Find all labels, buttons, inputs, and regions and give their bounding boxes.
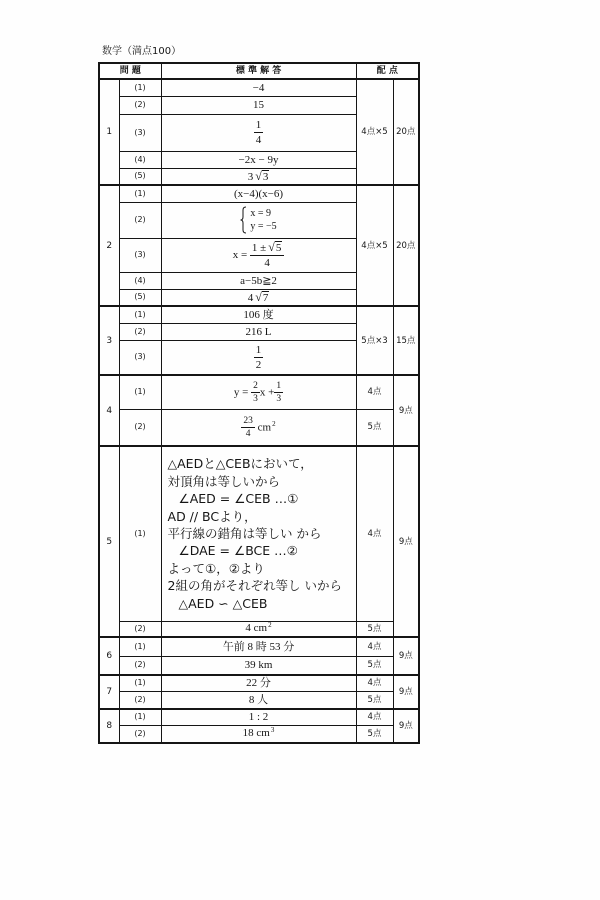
table-row bbox=[99, 637, 419, 656]
equation-line: y = −5 bbox=[250, 221, 277, 232]
proof-line: ∠DAE = ∠BCE …② bbox=[178, 543, 298, 559]
answer-cell: −2x − 9y bbox=[161, 151, 356, 168]
equation-lhs: y = bbox=[233, 386, 249, 399]
sub-number: (5) bbox=[119, 168, 161, 185]
table-row bbox=[99, 185, 419, 202]
denominator: 4 bbox=[264, 257, 270, 269]
radicand: 3 bbox=[262, 170, 269, 183]
proof-line: 2組の角がそれぞれ等し いから bbox=[167, 578, 342, 594]
answer-cell: 1 : 2 bbox=[161, 709, 356, 725]
numerator-prefix: 1 ± bbox=[251, 242, 267, 254]
table-row bbox=[99, 306, 419, 323]
fraction bbox=[241, 416, 255, 439]
sub-number: (1) bbox=[119, 375, 161, 409]
sub-number: (2) bbox=[119, 202, 161, 238]
points-cell: 4点 bbox=[356, 675, 393, 691]
answer-cell: 8 人 bbox=[161, 691, 356, 709]
numerator: 2 bbox=[253, 380, 258, 391]
proof-line: 対頂角は等しいから bbox=[167, 473, 281, 489]
points-each: 4点×5 bbox=[356, 79, 393, 185]
sub-number: (1) bbox=[119, 675, 161, 691]
sub-number: (1) bbox=[119, 185, 161, 202]
points-cell: 4点 bbox=[356, 637, 393, 656]
sub-number: (2) bbox=[119, 409, 161, 446]
answer-cell: a−5b≧2 bbox=[161, 272, 356, 289]
points-each: 5点×3 bbox=[356, 306, 393, 375]
equation-line: x = 9 bbox=[250, 208, 272, 219]
sub-number: (1) bbox=[119, 306, 161, 323]
sub-number: (3) bbox=[119, 114, 161, 151]
answer-key-table bbox=[98, 62, 420, 744]
answer-cell: 39 km bbox=[161, 656, 356, 675]
total-points: 20点 bbox=[393, 185, 419, 306]
sub-number: (3) bbox=[119, 238, 161, 272]
sub-number: (1) bbox=[119, 79, 161, 96]
answer-cell: 216 L bbox=[161, 323, 356, 340]
header-answer: 標 準 解 答 bbox=[161, 63, 356, 79]
sub-number: (1) bbox=[119, 446, 161, 621]
root-sign: √ bbox=[255, 168, 262, 183]
sub-number: (4) bbox=[119, 151, 161, 168]
problem-number: 2 bbox=[99, 185, 119, 306]
denominator: 3 bbox=[253, 393, 258, 404]
answer-cell bbox=[161, 621, 356, 637]
table-row bbox=[99, 709, 419, 725]
points-cell: 5点 bbox=[356, 409, 393, 446]
numerator: 23 bbox=[243, 415, 253, 426]
table-row bbox=[99, 79, 419, 96]
equation-term: x + bbox=[259, 386, 275, 399]
total-points: 15点 bbox=[393, 306, 419, 375]
table-row bbox=[99, 725, 419, 743]
numerator: 1 bbox=[255, 343, 262, 356]
denominator: 4 bbox=[255, 134, 262, 146]
equation-lhs: x = bbox=[232, 249, 248, 261]
denominator: 2 bbox=[255, 358, 262, 371]
points-cell: 5点 bbox=[356, 656, 393, 675]
sub-number: (4) bbox=[119, 272, 161, 289]
exponent: 2 bbox=[272, 419, 276, 428]
root-sign: √ bbox=[268, 240, 275, 254]
answer-cell: 22 分 bbox=[161, 675, 356, 691]
problem-number: 3 bbox=[99, 306, 119, 375]
root-sign: √ bbox=[255, 289, 262, 304]
total-points: 9点 bbox=[393, 375, 419, 446]
table-row bbox=[99, 656, 419, 675]
problem-number: 8 bbox=[99, 709, 119, 743]
exponent: 2 bbox=[268, 621, 272, 630]
fraction bbox=[251, 381, 260, 404]
answer-cell bbox=[161, 289, 356, 306]
points-cell: 5点 bbox=[356, 691, 393, 709]
points-cell: 4点 bbox=[356, 709, 393, 725]
answer-cell bbox=[161, 238, 356, 272]
fraction bbox=[254, 344, 264, 371]
denominator: 4 bbox=[245, 428, 251, 439]
sub-number: (2) bbox=[119, 323, 161, 340]
numerator: 1 bbox=[276, 380, 282, 391]
total-points: 9点 bbox=[393, 709, 419, 743]
sub-number: (1) bbox=[119, 709, 161, 725]
radicand: 7 bbox=[262, 291, 269, 304]
proof-line: 平行線の錯角は等しい から bbox=[167, 526, 322, 542]
answer-cell bbox=[161, 340, 356, 375]
problem-number: 4 bbox=[99, 375, 119, 446]
answer-cell bbox=[161, 375, 356, 409]
unit: cm bbox=[257, 421, 272, 434]
header-row bbox=[99, 63, 419, 79]
radicand: 5 bbox=[275, 242, 282, 254]
answer-cell: 106 度 bbox=[161, 306, 356, 323]
page-title: 数学（満点100） bbox=[102, 46, 182, 57]
total-points: 20点 bbox=[393, 79, 419, 185]
proof-answer bbox=[161, 446, 356, 621]
problem-number: 6 bbox=[99, 637, 119, 675]
proof-line: △AEDと△CEBにおいて， bbox=[167, 456, 313, 472]
problem-number: 7 bbox=[99, 675, 119, 709]
proof-line: よって①，②より bbox=[167, 560, 265, 576]
answer-cell: 15 bbox=[161, 96, 356, 114]
total-points: 9点 bbox=[393, 637, 419, 675]
sub-number: (2) bbox=[119, 621, 161, 637]
fraction bbox=[274, 381, 283, 404]
table-row bbox=[99, 375, 419, 409]
denominator: 3 bbox=[276, 393, 282, 404]
coefficient: 4 bbox=[247, 291, 254, 304]
numerator: 1 bbox=[255, 119, 262, 131]
answer-value: 4 cm bbox=[245, 622, 268, 635]
fraction bbox=[250, 241, 284, 269]
points-cell: 5点 bbox=[356, 621, 393, 637]
coefficient: 3 bbox=[247, 170, 254, 183]
points-cell: 4点 bbox=[356, 446, 393, 621]
table-row bbox=[99, 675, 419, 691]
total-points: 9点 bbox=[393, 675, 419, 709]
sub-number: (2) bbox=[119, 96, 161, 114]
header-problem: 問 題 bbox=[99, 63, 161, 79]
problem-number: 5 bbox=[99, 446, 119, 637]
answer-cell: −4 bbox=[161, 79, 356, 96]
answer-cell bbox=[161, 168, 356, 185]
table-row bbox=[99, 691, 419, 709]
sub-number: (5) bbox=[119, 289, 161, 306]
answer-cell bbox=[161, 725, 356, 743]
sub-number: (2) bbox=[119, 725, 161, 743]
points-cell: 5点 bbox=[356, 725, 393, 743]
equation-system bbox=[240, 206, 276, 234]
total-points: 9点 bbox=[393, 446, 419, 637]
problem-number: 1 bbox=[99, 79, 119, 185]
proof-line: △AED ∽ △CEB bbox=[178, 595, 268, 611]
answer-value: 18 cm bbox=[242, 727, 270, 740]
numerator bbox=[250, 241, 284, 256]
answer-cell: 午前 8 時 53 分 bbox=[161, 637, 356, 656]
points-each: 4点×5 bbox=[356, 185, 393, 306]
table-row bbox=[99, 621, 419, 637]
sub-number: (2) bbox=[119, 656, 161, 675]
fraction bbox=[254, 119, 264, 146]
answer-cell bbox=[161, 202, 356, 238]
sub-number: (3) bbox=[119, 340, 161, 375]
exponent: 3 bbox=[270, 726, 275, 735]
answer-cell bbox=[161, 114, 356, 151]
table-row bbox=[99, 409, 419, 446]
header-points: 配 点 bbox=[356, 63, 419, 79]
proof-line: AD // BCより， bbox=[167, 508, 257, 524]
answer-cell: (x−4)(x−6) bbox=[161, 185, 356, 202]
table-row bbox=[99, 446, 419, 621]
points-cell: 4点 bbox=[356, 375, 393, 409]
proof-line: ∠AED = ∠CEB …① bbox=[178, 491, 299, 507]
sub-number: (1) bbox=[119, 637, 161, 656]
brace-icon bbox=[240, 206, 247, 234]
sub-number: (2) bbox=[119, 691, 161, 709]
answer-cell bbox=[161, 409, 356, 446]
